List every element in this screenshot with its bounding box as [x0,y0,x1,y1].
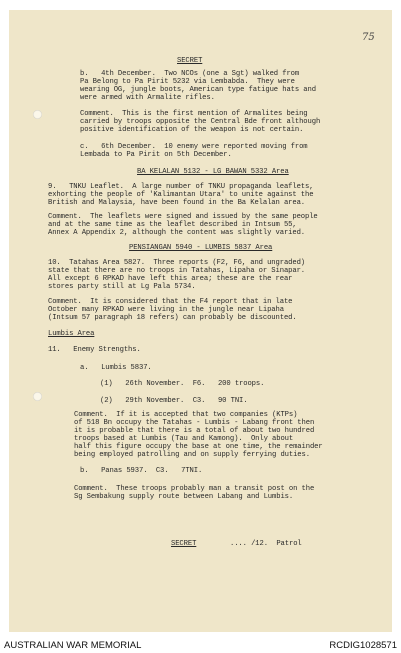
para-b-line2: Pa Belong to Pa Pirit 5232 via Lembabda. They were [80,78,295,86]
comment-2-line3: Annex A Appendix 2, although the content was slightly varied. [48,229,306,237]
para-10-line1: 10. Tatahas Area 5827. Three reports (F2, F6, and ungraded) [48,259,306,267]
footer-continuation: .... /12. Patrol [230,540,302,548]
sub-b-heading: b. Panas 5937. C3. 7TNI. [80,467,203,475]
comment-4-line4: troops based at Lumbis (Tau and Kamong). Only about [74,435,294,443]
comment-3-line1: Comment. It is considered that the F4 report that in late [48,298,293,306]
comment-1-line1: Comment. This is the first mention of Armalites being [80,110,308,118]
para-b-line4: were armed with Armalite rifles. [80,94,215,102]
section-heading-pensiangan: PENSIANGAN 5940 - LUMBIS 5837 Area [129,244,273,252]
archive-credit-bar [0,632,401,653]
comment-1-line2: carried by troops opposite the Central Bde front although [80,118,321,126]
archive-name: AUSTRALIAN WAR MEMORIAL [4,640,142,651]
footer-classification: SECRET [171,540,197,548]
comment-4-line2: of 518 Bn occupy the Tatahas - Lumbis - Labang front then [74,419,315,427]
para-b-line3: wearing OG, jungle boots, American type fatigue hats and [80,86,316,94]
para-c-line1: c. 6th December. 10 enemy were reported moving from [80,143,308,151]
comment-4-line1: Comment. If it is accepted that two companies (KTPs) [74,411,298,419]
comment-1-line3: positive identification of the weapon is not certain. [80,126,304,134]
archive-id: RCDIG1028571 [329,640,397,651]
comment-4-line6: being employed patrolling and on supply ferrying duties. [74,451,310,459]
comment-3-line3: (Intsum 57 paragraph 18 refers) can probably be discounted. [48,314,297,322]
header-classification: SECRET [177,57,203,65]
comment-4-line3: it is probable that there is a total of about two hundred [74,427,315,435]
sub-a-item-2: (2) 29th November. C3. 90 TNI. [100,397,248,405]
comment-5-line2: Sg Sembakung supply route between Labang and Lumbis. [74,493,294,501]
handwritten-page-number: 75 [362,32,375,43]
para-b-line1: b. 4th December. Two NCOs (one a Sgt) walked from [80,70,300,78]
comment-5-line1: Comment. These troops probably man a transit post on the [74,485,315,493]
punch-hole [33,110,42,119]
sub-a-heading: a. Lumbis 5837. [80,364,152,372]
para-10-line3: All except 6 RPKAD have left this area; these are the rear [48,275,293,283]
para-9-line3: British and Malaysia, have been found in the Ba Kelalan area. [48,199,306,207]
para-c-line2: Lembada to Pa Pirit on 5th December. [80,151,232,159]
para-9-line1: 9. TNKU Leaflet. A large number of TNKU propaganda leaflets, [48,183,314,191]
section-heading-ba-kelalan: BA KELALAN 5132 - LG BAWAN 5332 Area [137,168,289,176]
comment-2-line1: Comment. The leaflets were signed and issued by the same people [48,213,318,221]
comment-3-line2: October many RPKAD were living in the jungle near Lipaha [48,306,284,314]
comment-2-line2: and at the same time as the leaflet described in Intsum 55, [48,221,297,229]
para-9-line2: exhorting the people of 'Kalimantan Utara' to unite against the [48,191,314,199]
section-heading-lumbis: Lumbis Area [48,330,95,338]
punch-hole [33,392,42,401]
sub-a-item-1: (1) 26th November. F6. 200 troops. [100,380,265,388]
para-11-heading: 11. Enemy Strengths. [48,346,141,354]
para-10-line2: state that there are no troops in Tatahas, Lipaha or Sinapar. [48,267,306,275]
para-10-line4: stores party still at Lg Pala 5734. [48,283,196,291]
comment-4-line5: half this figure occupy the base at one time, the remainder [74,443,323,451]
